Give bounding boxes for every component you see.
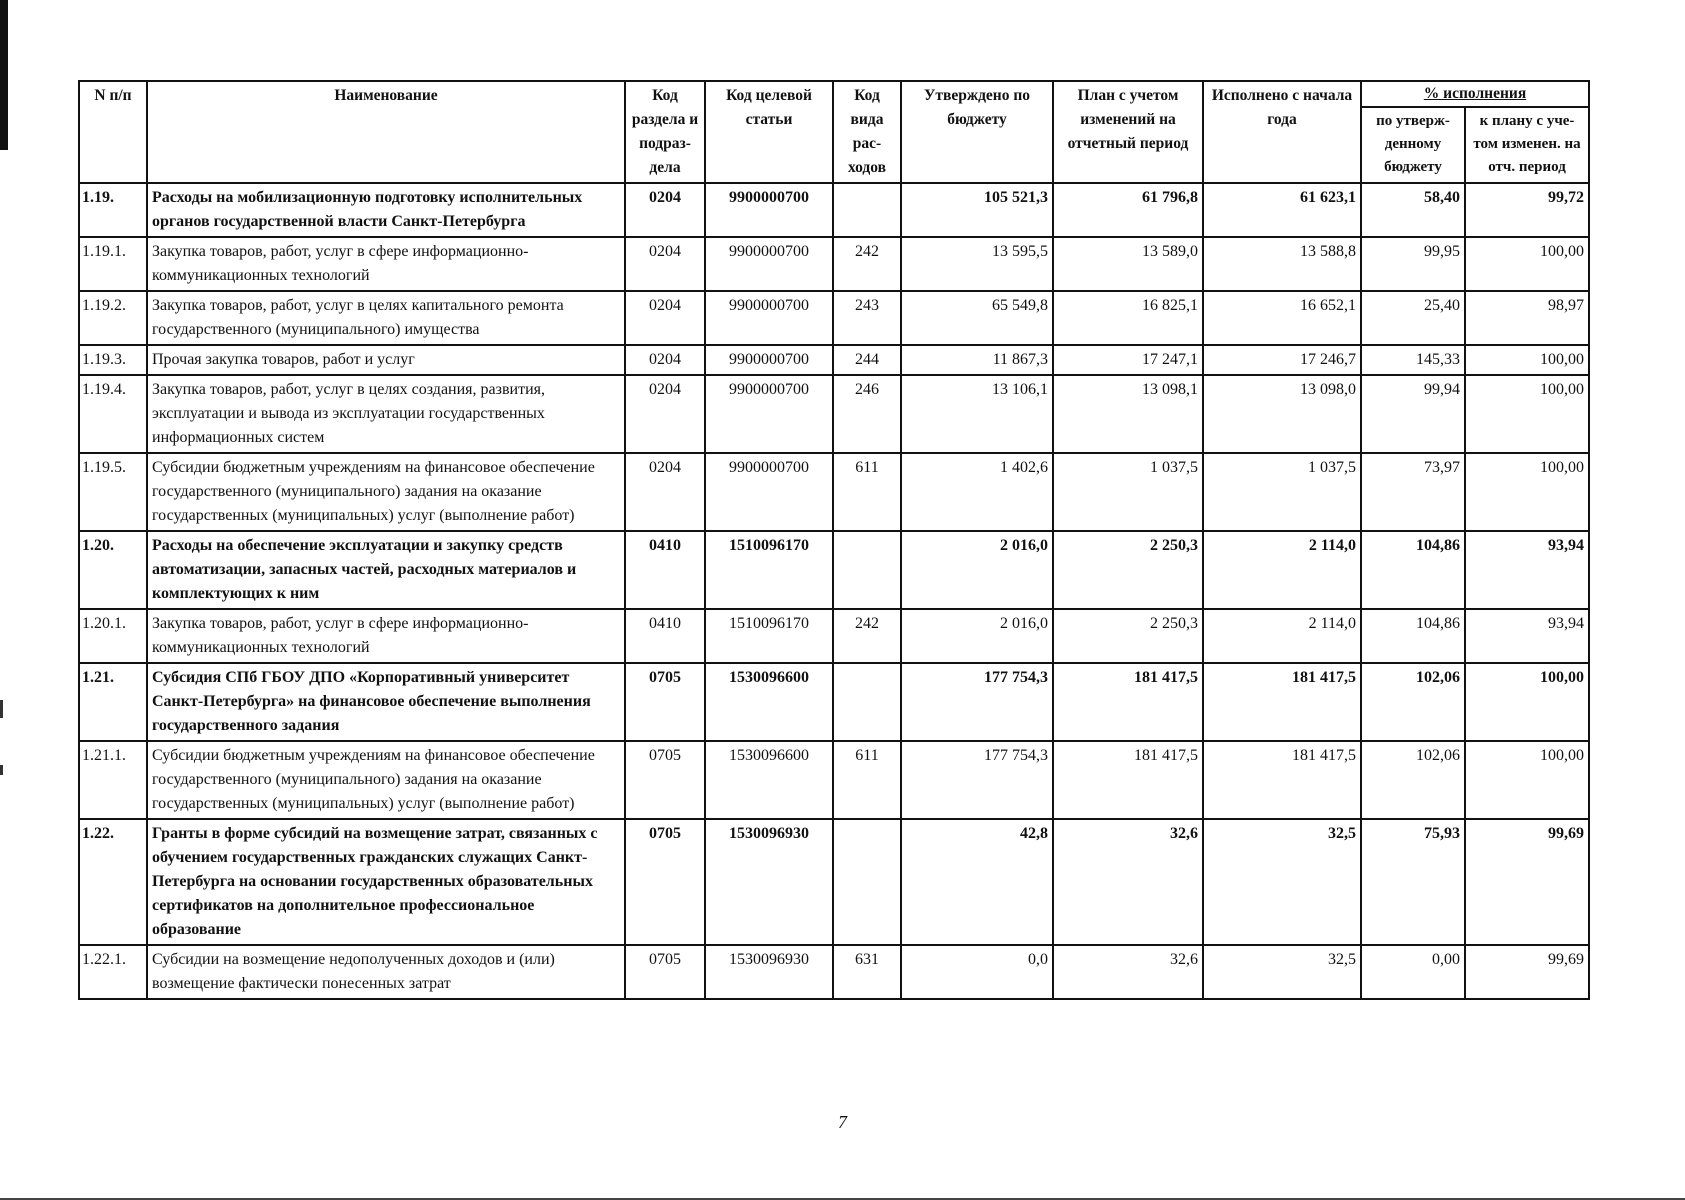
cell-num: 1.20.1. (79, 609, 147, 663)
table-row (79, 291, 1589, 345)
cell-name: Закупка товаров, работ, услуг в целях капитального ремонта государственного (муниципального) имущества (147, 291, 625, 345)
cell-approved: 1 402,6 (901, 453, 1053, 531)
cell-pct-plan: 99,69 (1465, 945, 1589, 999)
table-row (79, 945, 1589, 999)
cell-section-code: 0204 (625, 237, 705, 291)
cell-section-code: 0204 (625, 453, 705, 531)
cell-executed: 13 588,8 (1203, 237, 1361, 291)
cell-pct-plan: 98,97 (1465, 291, 1589, 345)
cell-num: 1.21.1. (79, 741, 147, 819)
header-approved: Утверждено по бюджету (901, 81, 1053, 183)
cell-num: 1.19.4. (79, 375, 147, 453)
cell-plan: 61 796,8 (1053, 183, 1203, 237)
cell-name: Субсидии бюджетным учреждениям на финансовое обеспечение государственного (муниципального) задания на оказание государственных (муниципальных) услуг (выполнение работ) (147, 741, 625, 819)
cell-pct-plan: 100,00 (1465, 237, 1589, 291)
cell-plan: 2 250,3 (1053, 531, 1203, 609)
header-pct-group: % исполнения (1361, 81, 1589, 107)
cell-approved: 0,0 (901, 945, 1053, 999)
cell-section-code: 0204 (625, 345, 705, 375)
cell-name: Закупка товаров, работ, услуг в сфере информационно-коммуникационных технологий (147, 609, 625, 663)
cell-num: 1.22. (79, 819, 147, 945)
cell-name: Гранты в форме субсидий на возмещение затрат, связанных с обучением государственных гражданских служащих Санкт-Петербурга на основании государственных образовательных сертификатов на дополнительное профессиональное образование (147, 819, 625, 945)
header-target-code: Код целевой статьи (705, 81, 833, 183)
cell-num: 1.20. (79, 531, 147, 609)
cell-plan: 181 417,5 (1053, 741, 1203, 819)
cell-pct-approved: 99,95 (1361, 237, 1465, 291)
cell-pct-approved: 104,86 (1361, 531, 1465, 609)
cell-num: 1.19.5. (79, 453, 147, 531)
cell-expense-code (833, 183, 901, 237)
cell-pct-plan: 99,69 (1465, 819, 1589, 945)
cell-pct-plan: 100,00 (1465, 453, 1589, 531)
cell-expense-code: 242 (833, 237, 901, 291)
cell-name: Субсидии бюджетным учреждениям на финансовое обеспечение государственного (муниципального) задания на оказание государственных (муниципальных) услуг (выполнение работ) (147, 453, 625, 531)
cell-section-code: 0705 (625, 819, 705, 945)
cell-plan: 13 589,0 (1053, 237, 1203, 291)
cell-pct-approved: 0,00 (1361, 945, 1465, 999)
cell-num: 1.21. (79, 663, 147, 741)
cell-name: Расходы на обеспечение эксплуатации и закупку средств автоматизации, запасных частей, расходных материалов и комплектующих к ним (147, 531, 625, 609)
cell-executed: 16 652,1 (1203, 291, 1361, 345)
cell-section-code: 0204 (625, 183, 705, 237)
scan-edge-tick (0, 700, 3, 718)
cell-target-code: 9900000700 (705, 291, 833, 345)
header-section-code: Код раздела и подраз- дела (625, 81, 705, 183)
header-expense-code: Код вида рас- ходов (833, 81, 901, 183)
scan-edge-tick (0, 765, 3, 775)
cell-approved: 65 549,8 (901, 291, 1053, 345)
cell-plan: 181 417,5 (1053, 663, 1203, 741)
cell-approved: 2 016,0 (901, 609, 1053, 663)
cell-section-code: 0705 (625, 663, 705, 741)
cell-pct-approved: 102,06 (1361, 663, 1465, 741)
cell-name: Прочая закупка товаров, работ и услуг (147, 345, 625, 375)
cell-executed: 32,5 (1203, 819, 1361, 945)
cell-approved: 177 754,3 (901, 741, 1053, 819)
cell-plan: 16 825,1 (1053, 291, 1203, 345)
cell-executed: 1 037,5 (1203, 453, 1361, 531)
cell-approved: 2 016,0 (901, 531, 1053, 609)
cell-executed: 181 417,5 (1203, 663, 1361, 741)
cell-pct-plan: 100,00 (1465, 345, 1589, 375)
cell-section-code: 0410 (625, 531, 705, 609)
cell-pct-approved: 73,97 (1361, 453, 1465, 531)
cell-section-code: 0204 (625, 375, 705, 453)
cell-num: 1.19.3. (79, 345, 147, 375)
cell-pct-approved: 75,93 (1361, 819, 1465, 945)
scan-edge-mark (0, 0, 8, 150)
cell-num: 1.22.1. (79, 945, 147, 999)
header-name: Наименование (147, 81, 625, 183)
cell-pct-approved: 25,40 (1361, 291, 1465, 345)
table-body (79, 183, 1589, 999)
cell-pct-approved: 145,33 (1361, 345, 1465, 375)
cell-approved: 13 106,1 (901, 375, 1053, 453)
cell-target-code: 1530096930 (705, 945, 833, 999)
cell-section-code: 0410 (625, 609, 705, 663)
cell-executed: 2 114,0 (1203, 609, 1361, 663)
cell-target-code: 9900000700 (705, 345, 833, 375)
cell-executed: 17 246,7 (1203, 345, 1361, 375)
table-row (79, 345, 1589, 375)
cell-name: Субсидия СПб ГБОУ ДПО «Корпоративный университет Санкт-Петербурга» на финансовое обеспечение выполнения государственного задания (147, 663, 625, 741)
cell-pct-approved: 104,86 (1361, 609, 1465, 663)
page-number: 7 (838, 1112, 847, 1132)
cell-target-code: 1530096600 (705, 663, 833, 741)
header-pct-approved: по утверж- денному бюджету (1361, 107, 1465, 183)
budget-execution-table (78, 80, 1590, 1000)
table-row (79, 375, 1589, 453)
cell-expense-code: 611 (833, 453, 901, 531)
cell-plan: 13 098,1 (1053, 375, 1203, 453)
cell-pct-plan: 100,00 (1465, 741, 1589, 819)
cell-expense-code: 631 (833, 945, 901, 999)
cell-plan: 17 247,1 (1053, 345, 1203, 375)
cell-pct-plan: 99,72 (1465, 183, 1589, 237)
cell-target-code: 9900000700 (705, 237, 833, 291)
cell-expense-code: 242 (833, 609, 901, 663)
cell-plan: 32,6 (1053, 819, 1203, 945)
table-row (79, 531, 1589, 609)
cell-pct-plan: 100,00 (1465, 663, 1589, 741)
cell-plan: 2 250,3 (1053, 609, 1203, 663)
cell-expense-code: 243 (833, 291, 901, 345)
cell-pct-approved: 99,94 (1361, 375, 1465, 453)
cell-expense-code (833, 531, 901, 609)
cell-executed: 181 417,5 (1203, 741, 1361, 819)
cell-target-code: 1510096170 (705, 609, 833, 663)
cell-plan: 1 037,5 (1053, 453, 1203, 531)
table-row (79, 609, 1589, 663)
table-row (79, 237, 1589, 291)
cell-pct-plan: 93,94 (1465, 531, 1589, 609)
cell-expense-code (833, 819, 901, 945)
cell-pct-plan: 100,00 (1465, 375, 1589, 453)
cell-pct-plan: 93,94 (1465, 609, 1589, 663)
cell-executed: 2 114,0 (1203, 531, 1361, 609)
cell-executed: 13 098,0 (1203, 375, 1361, 453)
cell-target-code: 1530096600 (705, 741, 833, 819)
table-row (79, 741, 1589, 819)
cell-expense-code: 611 (833, 741, 901, 819)
cell-approved: 13 595,5 (901, 237, 1053, 291)
cell-pct-approved: 58,40 (1361, 183, 1465, 237)
table-row (79, 663, 1589, 741)
header-pct-plan: к плану с уче- том изменен. на отч. период (1465, 107, 1589, 183)
cell-target-code: 9900000700 (705, 453, 833, 531)
cell-approved: 177 754,3 (901, 663, 1053, 741)
cell-section-code: 0705 (625, 945, 705, 999)
cell-executed: 32,5 (1203, 945, 1361, 999)
cell-target-code: 1510096170 (705, 531, 833, 609)
cell-num: 1.19. (79, 183, 147, 237)
cell-name: Закупка товаров, работ, услуг в целях создания, развития, эксплуатации и вывода из эксплуатации государственных информационных систем (147, 375, 625, 453)
header-plan: План с учетом изменений на отчетный период (1053, 81, 1203, 183)
cell-target-code: 9900000700 (705, 183, 833, 237)
cell-expense-code: 244 (833, 345, 901, 375)
cell-approved: 11 867,3 (901, 345, 1053, 375)
cell-expense-code (833, 663, 901, 741)
header-num: N п/п (79, 81, 147, 183)
table-row (79, 819, 1589, 945)
cell-target-code: 1530096930 (705, 819, 833, 945)
table-row (79, 453, 1589, 531)
cell-pct-approved: 102,06 (1361, 741, 1465, 819)
cell-target-code: 9900000700 (705, 375, 833, 453)
header-executed: Исполнено с начала года (1203, 81, 1361, 183)
table-header-row (79, 81, 1589, 107)
cell-name: Расходы на мобилизационную подготовку исполнительных органов государственной власти Санкт-Петербурга (147, 183, 625, 237)
cell-num: 1.19.1. (79, 237, 147, 291)
cell-executed: 61 623,1 (1203, 183, 1361, 237)
cell-section-code: 0204 (625, 291, 705, 345)
cell-name: Субсидии на возмещение недополученных доходов и (или) возмещение фактически понесенных затрат (147, 945, 625, 999)
cell-section-code: 0705 (625, 741, 705, 819)
cell-expense-code: 246 (833, 375, 901, 453)
cell-num: 1.19.2. (79, 291, 147, 345)
cell-plan: 32,6 (1053, 945, 1203, 999)
cell-approved: 42,8 (901, 819, 1053, 945)
table-row (79, 183, 1589, 237)
cell-name: Закупка товаров, работ, услуг в сфере информационно-коммуникационных технологий (147, 237, 625, 291)
cell-approved: 105 521,3 (901, 183, 1053, 237)
